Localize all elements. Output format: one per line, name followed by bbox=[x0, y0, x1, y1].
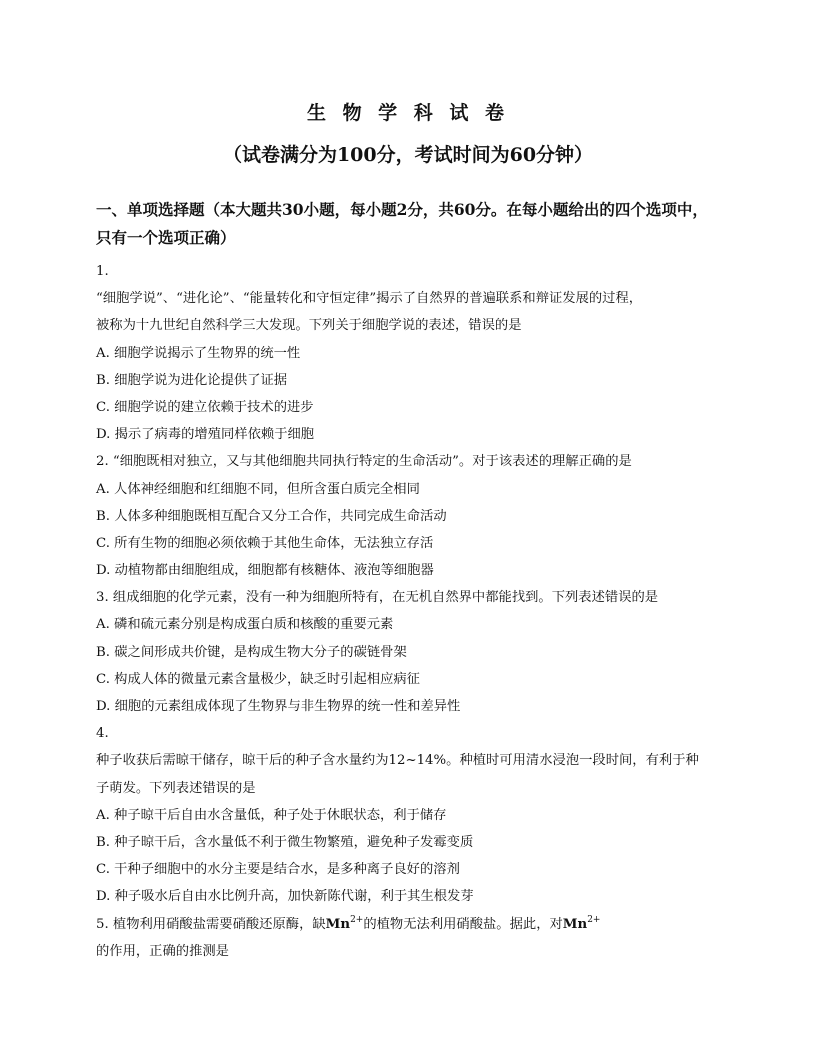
manganese-ion-1: Mn bbox=[325, 916, 351, 932]
question-2-stem-line-1: 2. “细胞既相对独立，又与其他细胞共同执行特定的生命活动”。对于该表述的理解正确的是 bbox=[96, 454, 632, 470]
question-1-option-c: C. 细胞学说的建立依赖于技术的进步 bbox=[96, 399, 314, 415]
ion-charge-2: 2+ bbox=[587, 914, 601, 925]
section-heading bbox=[96, 196, 736, 252]
question-4-option-c: C. 干种子细胞中的水分主要是结合水，是多种离子良好的溶剂 bbox=[96, 862, 460, 878]
question-3-option-d: D. 细胞的元素组成体现了生物界与非生物界的统一性和差异性 bbox=[96, 699, 461, 714]
question-2-option-d: D. 动植物都由细胞组成，细胞都有核糖体、液泡等细胞器 bbox=[96, 563, 434, 579]
question-3-option-c: C. 构成人体的微量元素含量极少，缺乏时引起相应病征 bbox=[96, 671, 420, 687]
question-2-option-b: B. 人体多种细胞既相互配合又分工合作，共同完成生命活动 bbox=[96, 508, 447, 524]
exam-subtitle: （试卷满分为100分，考试时间为60分钟） bbox=[222, 144, 594, 166]
question-2-option-a: A. 人体神经细胞和红细胞不同，但所含蛋白质完全相同 bbox=[96, 481, 420, 497]
question-4-stem-line-1: 种子收获后需晾干储存，晾干后的种子含水量约为12~14%。种植时可用清水浸泡一段时间，有利于种 bbox=[96, 753, 699, 769]
question-5-stem-line-2: 的作用，正确的推测是 bbox=[96, 943, 229, 959]
question-4-number: 4. bbox=[96, 726, 109, 742]
question-4-option-a: A. 种子晾干后自由水含量低，种子处于休眠状态，利于储存 bbox=[96, 807, 447, 823]
question-5-stem-part-2: 的植物无法利用硝酸盐。据此，对 bbox=[363, 916, 563, 932]
question-4-option-b: B. 种子晾干后，含水量低不利于微生物繁殖，避免种子发霉变质 bbox=[96, 834, 474, 850]
question-4-stem-line-2: 子萌发。下列表述错误的是 bbox=[96, 780, 256, 796]
question-3-stem-line-1: 3. 组成细胞的化学元素，没有一种为细胞所特有，在无机自然界中都能找到。下列表述错误的是 bbox=[96, 590, 659, 606]
question-5-stem-line-1 bbox=[96, 911, 736, 938]
section-heading-line-1: 一、单项选择题（本大题共30小题，每小题2分，共60分。在每小题给出的四个选项中， bbox=[96, 200, 708, 219]
question-1-stem-line-1: “细胞学说”、“进化论”、“能量转化和守恒定律”揭示了自然界的普遍联系和辩证发展的过程， bbox=[96, 291, 643, 307]
question-list bbox=[96, 258, 736, 965]
question-3-option-b: B. 碳之间形成共价键，是构成生物大分子的碳链骨架 bbox=[96, 644, 407, 660]
ion-charge-1: 2+ bbox=[350, 914, 364, 925]
exam-title: 生 物 学 科 试 卷 bbox=[306, 102, 510, 124]
question-1-option-a: A. 细胞学说揭示了生物界的统一性 bbox=[96, 345, 301, 361]
question-1-number: 1. bbox=[96, 264, 109, 279]
question-5-stem-part-1: 5. 植物利用硝酸盐需要硝酸还原酶，缺 bbox=[96, 916, 326, 932]
question-1-option-d: D. 揭示了病毒的增殖同样依赖于细胞 bbox=[96, 427, 315, 443]
question-3-option-a: A. 磷和硫元素分别是构成蛋白质和核酸的重要元素 bbox=[96, 617, 394, 633]
question-1-stem-line-2: 被称为十九世纪自然科学三大发现。下列关于细胞学说的表述，错误的是 bbox=[96, 318, 522, 334]
question-4-option-d: D. 种子吸水后自由水比例升高，加快新陈代谢，利于其生根发芽 bbox=[96, 889, 474, 905]
question-1-option-b: B. 细胞学说为进化论提供了证据 bbox=[96, 372, 288, 388]
manganese-ion-2: Mn bbox=[562, 916, 588, 932]
question-2-option-c: C. 所有生物的细胞必须依赖于其他生命体，无法独立存活 bbox=[96, 535, 434, 551]
section-heading-line-2: 只有一个选项正确） bbox=[96, 228, 236, 247]
